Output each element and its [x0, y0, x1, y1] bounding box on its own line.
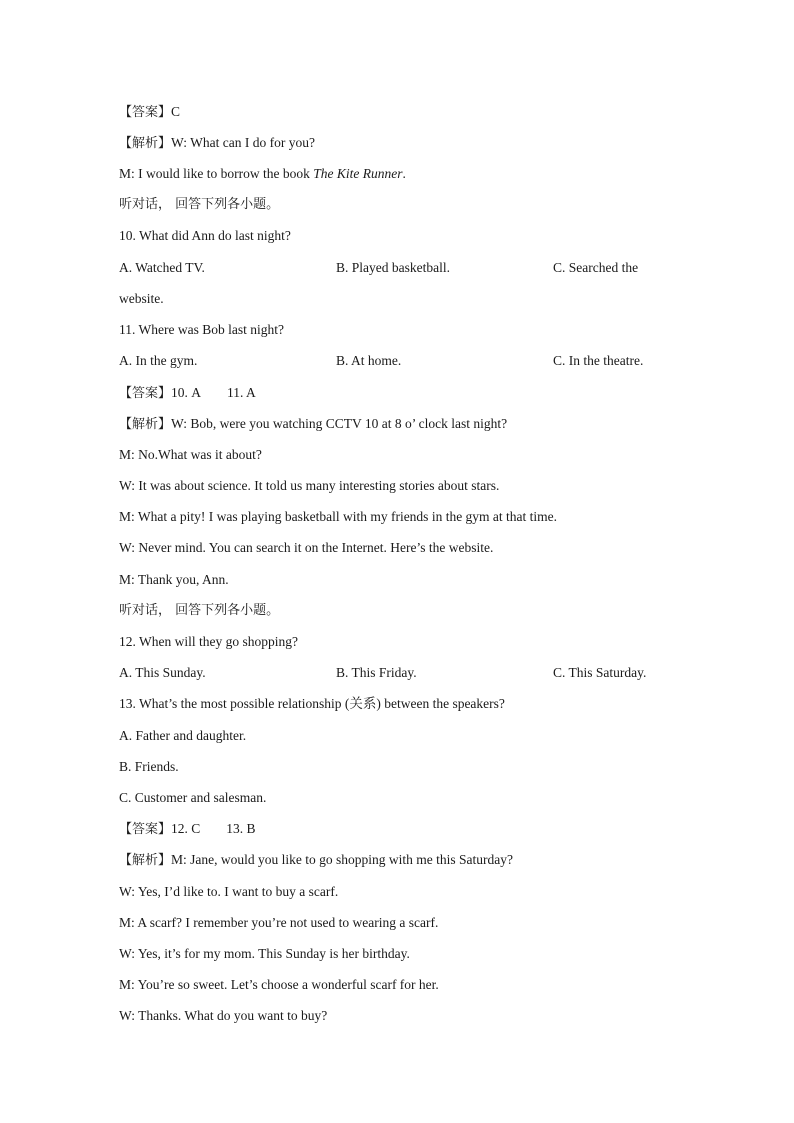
dialogue-line: M: A scarf? I remember you’re not used to wearing a scarf.: [119, 915, 439, 930]
analysis-tag: 【解析】: [119, 853, 172, 868]
answer-12: 12. C: [171, 821, 201, 836]
dialogue-line: M: Thank you, Ann.: [119, 572, 229, 587]
answer-value: C: [171, 104, 181, 119]
analysis-tag: 【解析】: [119, 417, 172, 432]
q12-option-a: A. This Sunday.: [119, 665, 206, 680]
question-11: 11. Where was Bob last night?: [119, 322, 284, 337]
dialogue-end: .: [402, 166, 406, 181]
dialogue-line: M: You’re so sweet. Let’s choose a wonderful scarf for her.: [119, 977, 439, 992]
q10-option-c: C. Searched the: [553, 260, 639, 275]
dialogue-text: M: I would like to borrow the book: [119, 166, 314, 181]
dialogue-line-book: [119, 165, 406, 183]
analysis-line-2: [119, 415, 507, 434]
dialogue-line: M: What a pity! I was playing basketball with my friends in the gym at that time.: [119, 509, 558, 524]
q10-option-b: B. Played basketball.: [336, 260, 450, 275]
answer-11: 11. A: [227, 385, 256, 400]
dialogue-line: W: Never mind. You can search it on the Internet. Here’s the website.: [119, 540, 494, 555]
dialogue-line: W: Thanks. What do you want to buy?: [119, 1008, 328, 1023]
analysis-line-3: [119, 851, 513, 870]
dialogue-line: W: Yes, it’s for my mom. This Sunday is her birthday.: [119, 946, 410, 961]
instruction-1: 听对话， 回答下列各小题。: [119, 197, 280, 212]
dialogue-line: M: Jane, would you like to go shopping with me this Saturday?: [171, 852, 513, 867]
answer-tag: 【答案】: [119, 822, 172, 837]
instruction-2: 听对话， 回答下列各小题。: [119, 603, 280, 618]
q13-option-a: A. Father and daughter.: [119, 728, 247, 743]
q10-option-c-cont: website.: [119, 291, 164, 306]
question-12: 12. When will they go shopping?: [119, 634, 298, 649]
q12-option-b: B. This Friday.: [336, 665, 417, 680]
dialogue-line: W: Bob, were you watching CCTV 10 at 8 o’ clock last night?: [171, 416, 508, 431]
answer-line-3: [119, 820, 256, 839]
answer-tag: 【答案】: [119, 386, 172, 401]
answer-line-2: [119, 384, 256, 403]
answer-tag: 【答案】: [119, 105, 172, 120]
dialogue-line: M: No.What was it about?: [119, 447, 262, 462]
dialogue-line: W: It was about science. It told us many interesting stories about stars.: [119, 478, 500, 493]
q10-option-a: A. Watched TV.: [119, 260, 205, 275]
book-title: The Kite Runner: [313, 166, 403, 181]
q12-option-c: C. This Saturday.: [553, 665, 647, 680]
dialogue-line: W: What can I do for you?: [171, 135, 315, 150]
answer-10: 10. A: [171, 385, 202, 400]
dialogue-line: W: Yes, I’d like to. I want to buy a scarf.: [119, 884, 339, 899]
analysis-line-1: [119, 134, 315, 153]
q13-option-c: C. Customer and salesman.: [119, 790, 267, 805]
analysis-tag: 【解析】: [119, 136, 172, 151]
q11-option-a: A. In the gym.: [119, 353, 198, 368]
q13-option-b: B. Friends.: [119, 759, 179, 774]
question-13: 13. What’s the most possible relationship (关系) between the speakers?: [119, 696, 505, 711]
question-10: 10. What did Ann do last night?: [119, 228, 291, 243]
answer-line-1: [119, 103, 180, 122]
q11-option-c: C. In the theatre.: [553, 353, 644, 368]
q11-option-b: B. At home.: [336, 353, 402, 368]
answer-13: 13. B: [226, 821, 256, 836]
